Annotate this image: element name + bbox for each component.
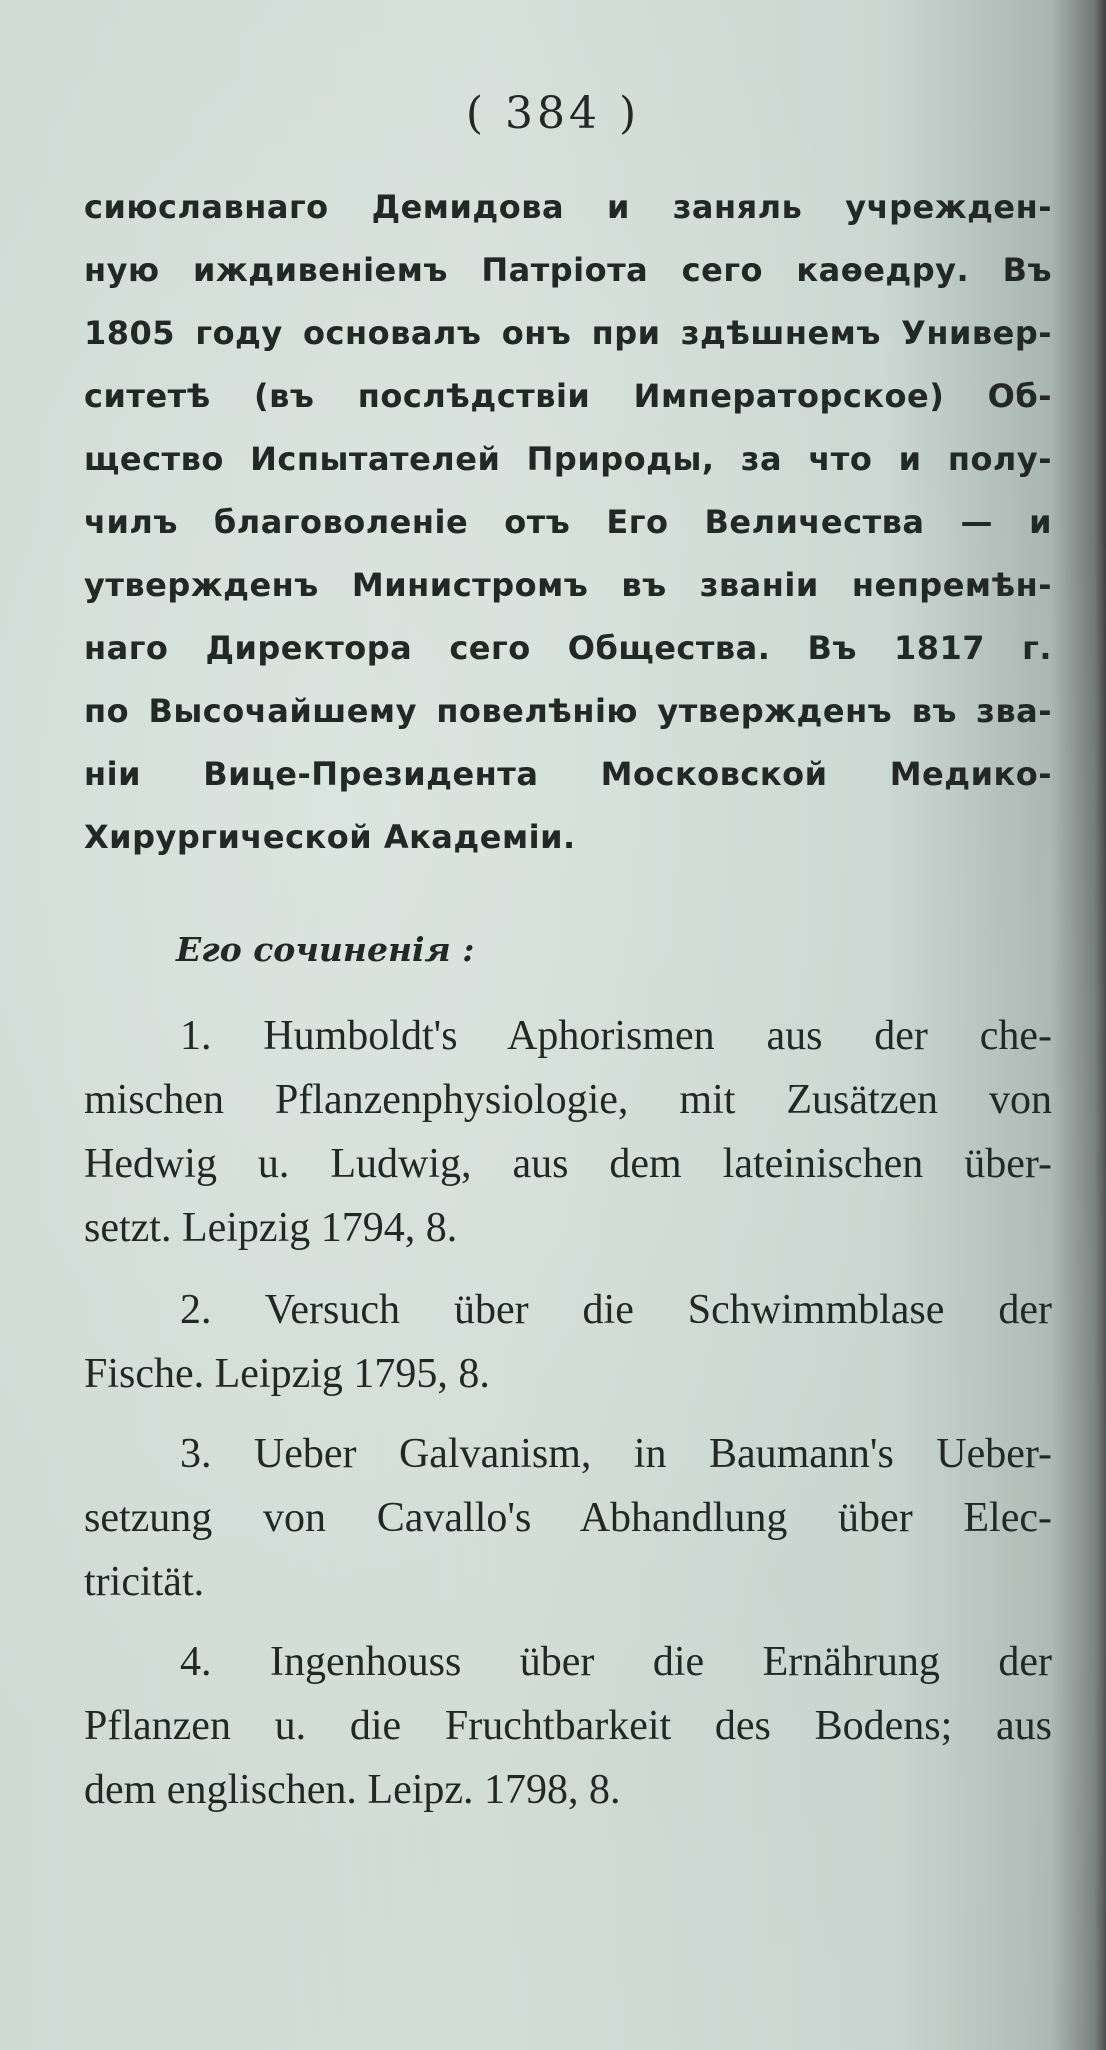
works-heading: Его сочиненія : (176, 930, 475, 969)
text-line: Hedwig u. Ludwig, aus dem lateinischen über- (84, 1141, 1052, 1187)
text-line: Хирургической Академіи. (84, 818, 576, 856)
text-line: 4. Ingenhouss über die Ernährung der (180, 1639, 1052, 1685)
text-line: утвержденъ Министромъ въ званіи непремѣн- (84, 566, 1052, 604)
text-line: Fische. Leipzig 1795, 8. (84, 1351, 490, 1397)
text-line: наго Директора сего Общества. Въ 1817 г. (84, 629, 1052, 667)
text-line: щество Испытателей Природы, за что и полу- (84, 440, 1052, 478)
work-entry-2 (84, 1278, 1052, 1406)
text-line: mischen Pflanzenphysiologie, mit Zusätzen von (84, 1077, 1052, 1123)
text-line: 1. Humboldt's Aphorismen aus der che- (180, 1013, 1052, 1059)
text-line: ную иждивеніемъ Патріота сего каѳедру. Въ (84, 251, 1052, 289)
biography-paragraph (84, 176, 1052, 869)
text-line: 3. Ueber Galvanism, in Baumann's Ueber- (180, 1431, 1052, 1477)
work-entry-4 (84, 1630, 1052, 1822)
work-entry-1 (84, 1004, 1052, 1260)
text-line: 1805 году основалъ онъ при здѣшнемъ Универ- (84, 314, 1052, 352)
text-line: Pflanzen u. die Fruchtbarkeit des Bodens; aus (84, 1703, 1052, 1749)
text-line: setzt. Leipzig 1794, 8. (84, 1205, 458, 1251)
work-entry-3 (84, 1422, 1052, 1614)
page-number: ( 384 ) (465, 88, 641, 139)
text-line: tricität. (84, 1559, 205, 1605)
text-line: ніи Вице-Президента Московской Медико- (84, 755, 1052, 793)
text-line: setzung von Cavallo's Abhandlung über Elec- (84, 1495, 1052, 1541)
text-line: сиюславнаго Демидова и заняль учрежден- (84, 188, 1052, 226)
text-line: ситетѣ (въ послѣдствіи Императорское) Об- (84, 377, 1052, 415)
text-line: 2. Versuch über die Schwimmblase der (180, 1287, 1052, 1333)
text-line: чилъ благоволеніе отъ Его Величества — и (84, 503, 1052, 541)
text-line: по Высочайшему повелѣнію утвержденъ въ зва- (84, 692, 1052, 730)
text-line: dem englischen. Leipz. 1798, 8. (84, 1767, 621, 1813)
